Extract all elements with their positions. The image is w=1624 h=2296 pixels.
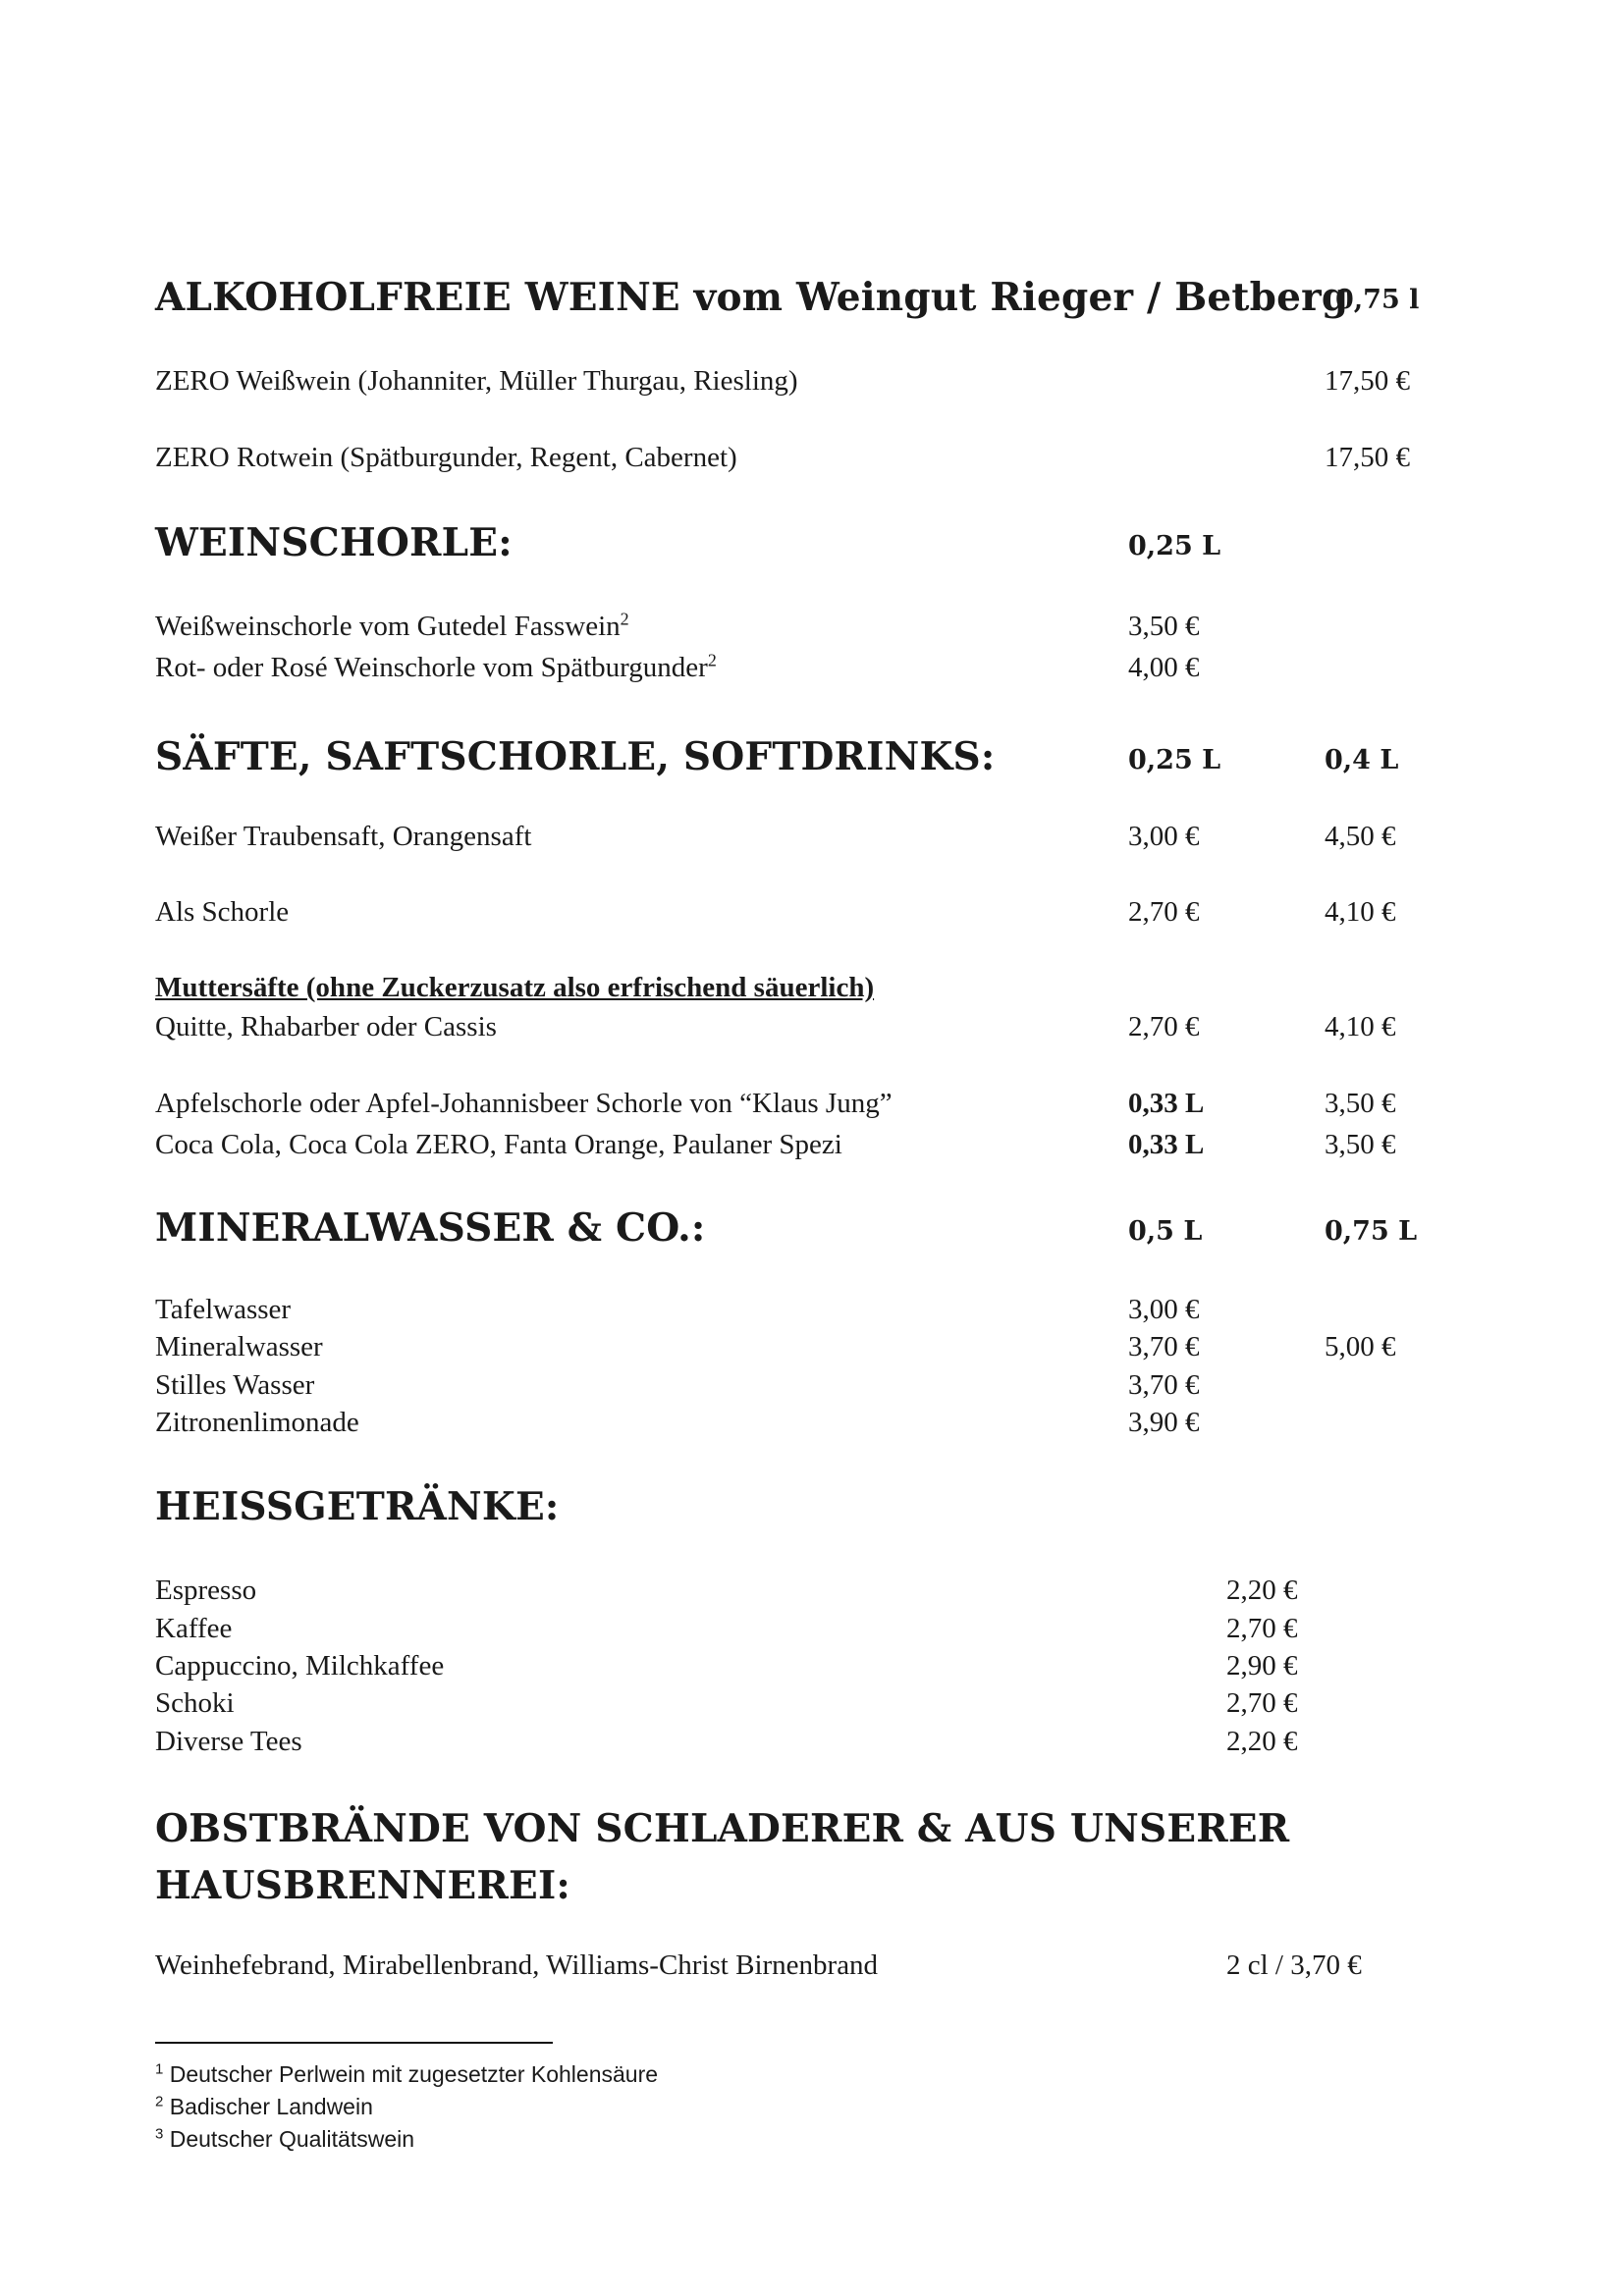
menu-item-price: 2 cl / 3,70 € bbox=[1226, 1949, 1362, 1981]
menu-item-price: 3,00 € bbox=[1128, 821, 1200, 852]
menu-item-price: 2,70 € bbox=[1128, 896, 1200, 928]
menu-item-price: 3,70 € bbox=[1128, 1331, 1200, 1362]
menu-item-name: Quitte, Rhabarber oder Cassis bbox=[155, 1011, 497, 1042]
menu-item-name: Weißer Traubensaft, Orangensaft bbox=[155, 821, 532, 852]
menu-item-price: 2,70 € bbox=[1128, 1011, 1200, 1042]
menu-item-price: 3,50 € bbox=[1325, 1088, 1396, 1119]
menu-item-price: 17,50 € bbox=[1325, 365, 1410, 397]
section-heading-heissgetraenke: HEISSGETRÄNKE: bbox=[155, 1484, 560, 1529]
section-heading-saefte: SÄFTE, SAFTSCHORLE, SOFTDRINKS: bbox=[155, 734, 996, 779]
menu-item-price: 3,70 € bbox=[1128, 1369, 1200, 1401]
menu-item-price: 2,20 € bbox=[1226, 1726, 1298, 1757]
subheading-muttersaefte: Muttersäfte (ohne Zuckerzusatz also erfrischend säuerlich) bbox=[155, 972, 875, 1003]
size-label-0-4: 0,4 L bbox=[1325, 745, 1399, 775]
menu-item-name: Kaffee bbox=[155, 1613, 233, 1644]
menu-item-name: Espresso bbox=[155, 1575, 257, 1606]
menu-item-name: Rot- oder Rosé Weinschorle vom Spätburgunder$^2$ bbox=[155, 650, 717, 683]
menu-item-price: 4,10 € bbox=[1325, 896, 1396, 928]
menu-item-name: Cappuccino, Milchkaffee bbox=[155, 1650, 445, 1682]
menu-item-name: Weinhefebrand, Mirabellenbrand, Williams-Christ Birnenbrand bbox=[155, 1949, 879, 1981]
menu-item-name: Tafelwasser bbox=[155, 1294, 292, 1325]
section-heading-weinschorle: WEINSCHORLE: bbox=[155, 520, 513, 565]
menu-item-name: Stilles Wasser bbox=[155, 1369, 315, 1401]
menu-item-price: 3,50 € bbox=[1325, 1129, 1396, 1160]
size-label-0-25: 0,25 L bbox=[1128, 531, 1221, 561]
section-heading-mineralwasser: MINERALWASSER & CO.: bbox=[155, 1205, 706, 1251]
menu-item-name: Diverse Tees bbox=[155, 1726, 302, 1757]
section-heading-alkoholfreie-weine: ALKOHOLFREIE WEINE vom Weingut Rieger / Betberg bbox=[155, 275, 1349, 320]
menu-item-price: 3,00 € bbox=[1128, 1294, 1200, 1325]
menu-item-price: 5,00 € bbox=[1325, 1331, 1396, 1362]
bottle-size: 0,33 L bbox=[1128, 1088, 1205, 1119]
size-label-0-75: 0,75 L bbox=[1325, 1216, 1418, 1247]
section-heading-obstbraende: OBSTBRÄNDE VON SCHLADERER & AUS UNSERER bbox=[155, 1806, 1290, 1851]
menu-item-price: 4,50 € bbox=[1325, 821, 1396, 852]
footnote: $^1$ Deutscher Perlwein mit zugesetzter Kohlensäure bbox=[155, 2060, 659, 2087]
menu-item-name: Schoki bbox=[155, 1687, 235, 1719]
menu-item-name: Zitronenlimonade bbox=[155, 1407, 359, 1438]
menu-item-name: ZERO Rotwein (Spätburgunder, Regent, Cabernet) bbox=[155, 442, 737, 473]
menu-item-price: 2,20 € bbox=[1226, 1575, 1298, 1606]
menu-item-name: Mineralwasser bbox=[155, 1331, 323, 1362]
footnote-ref: 2 bbox=[620, 609, 629, 629]
menu-item-price: 4,00 € bbox=[1128, 652, 1200, 683]
menu-item-name: Weißweinschorle vom Gutedel Fasswein$^2$ bbox=[155, 609, 629, 642]
menu-item-name: Coca Cola, Coca Cola ZERO, Fanta Orange, Paulaner Spezi bbox=[155, 1129, 842, 1160]
menu-item-price: 4,10 € bbox=[1325, 1011, 1396, 1042]
size-label-0-25: 0,25 L bbox=[1128, 745, 1221, 775]
menu-item-name: ZERO Weißwein (Johanniter, Müller Thurgau, Riesling) bbox=[155, 365, 798, 397]
size-label-0-5: 0,5 L bbox=[1128, 1216, 1203, 1247]
menu-item-price: 2,70 € bbox=[1226, 1687, 1298, 1719]
menu-item-name: Als Schorle bbox=[155, 896, 290, 928]
section-heading-obstbraende-line2: HAUSBRENNEREI: bbox=[155, 1863, 570, 1908]
menu-item-price: 2,70 € bbox=[1226, 1613, 1298, 1644]
menu-item-price: 3,50 € bbox=[1128, 611, 1200, 642]
footnote: $^3$ Deutscher Qualitätswein bbox=[155, 2125, 415, 2152]
footnote-ref: 2 bbox=[707, 650, 717, 670]
menu-item-price: 3,90 € bbox=[1128, 1407, 1200, 1438]
menu-item-name: Apfelschorle oder Apfel-Johannisbeer Schorle von “Klaus Jung” bbox=[155, 1088, 893, 1119]
bottle-size: 0,33 L bbox=[1128, 1129, 1205, 1160]
menu-item-price: 2,90 € bbox=[1226, 1650, 1298, 1682]
footnote-divider bbox=[155, 2042, 553, 2044]
size-label-0-75: 0,75 l bbox=[1335, 285, 1420, 315]
menu-item-price: 17,50 € bbox=[1325, 442, 1410, 473]
footnote: $^2$ Badischer Landwein bbox=[155, 2093, 373, 2119]
